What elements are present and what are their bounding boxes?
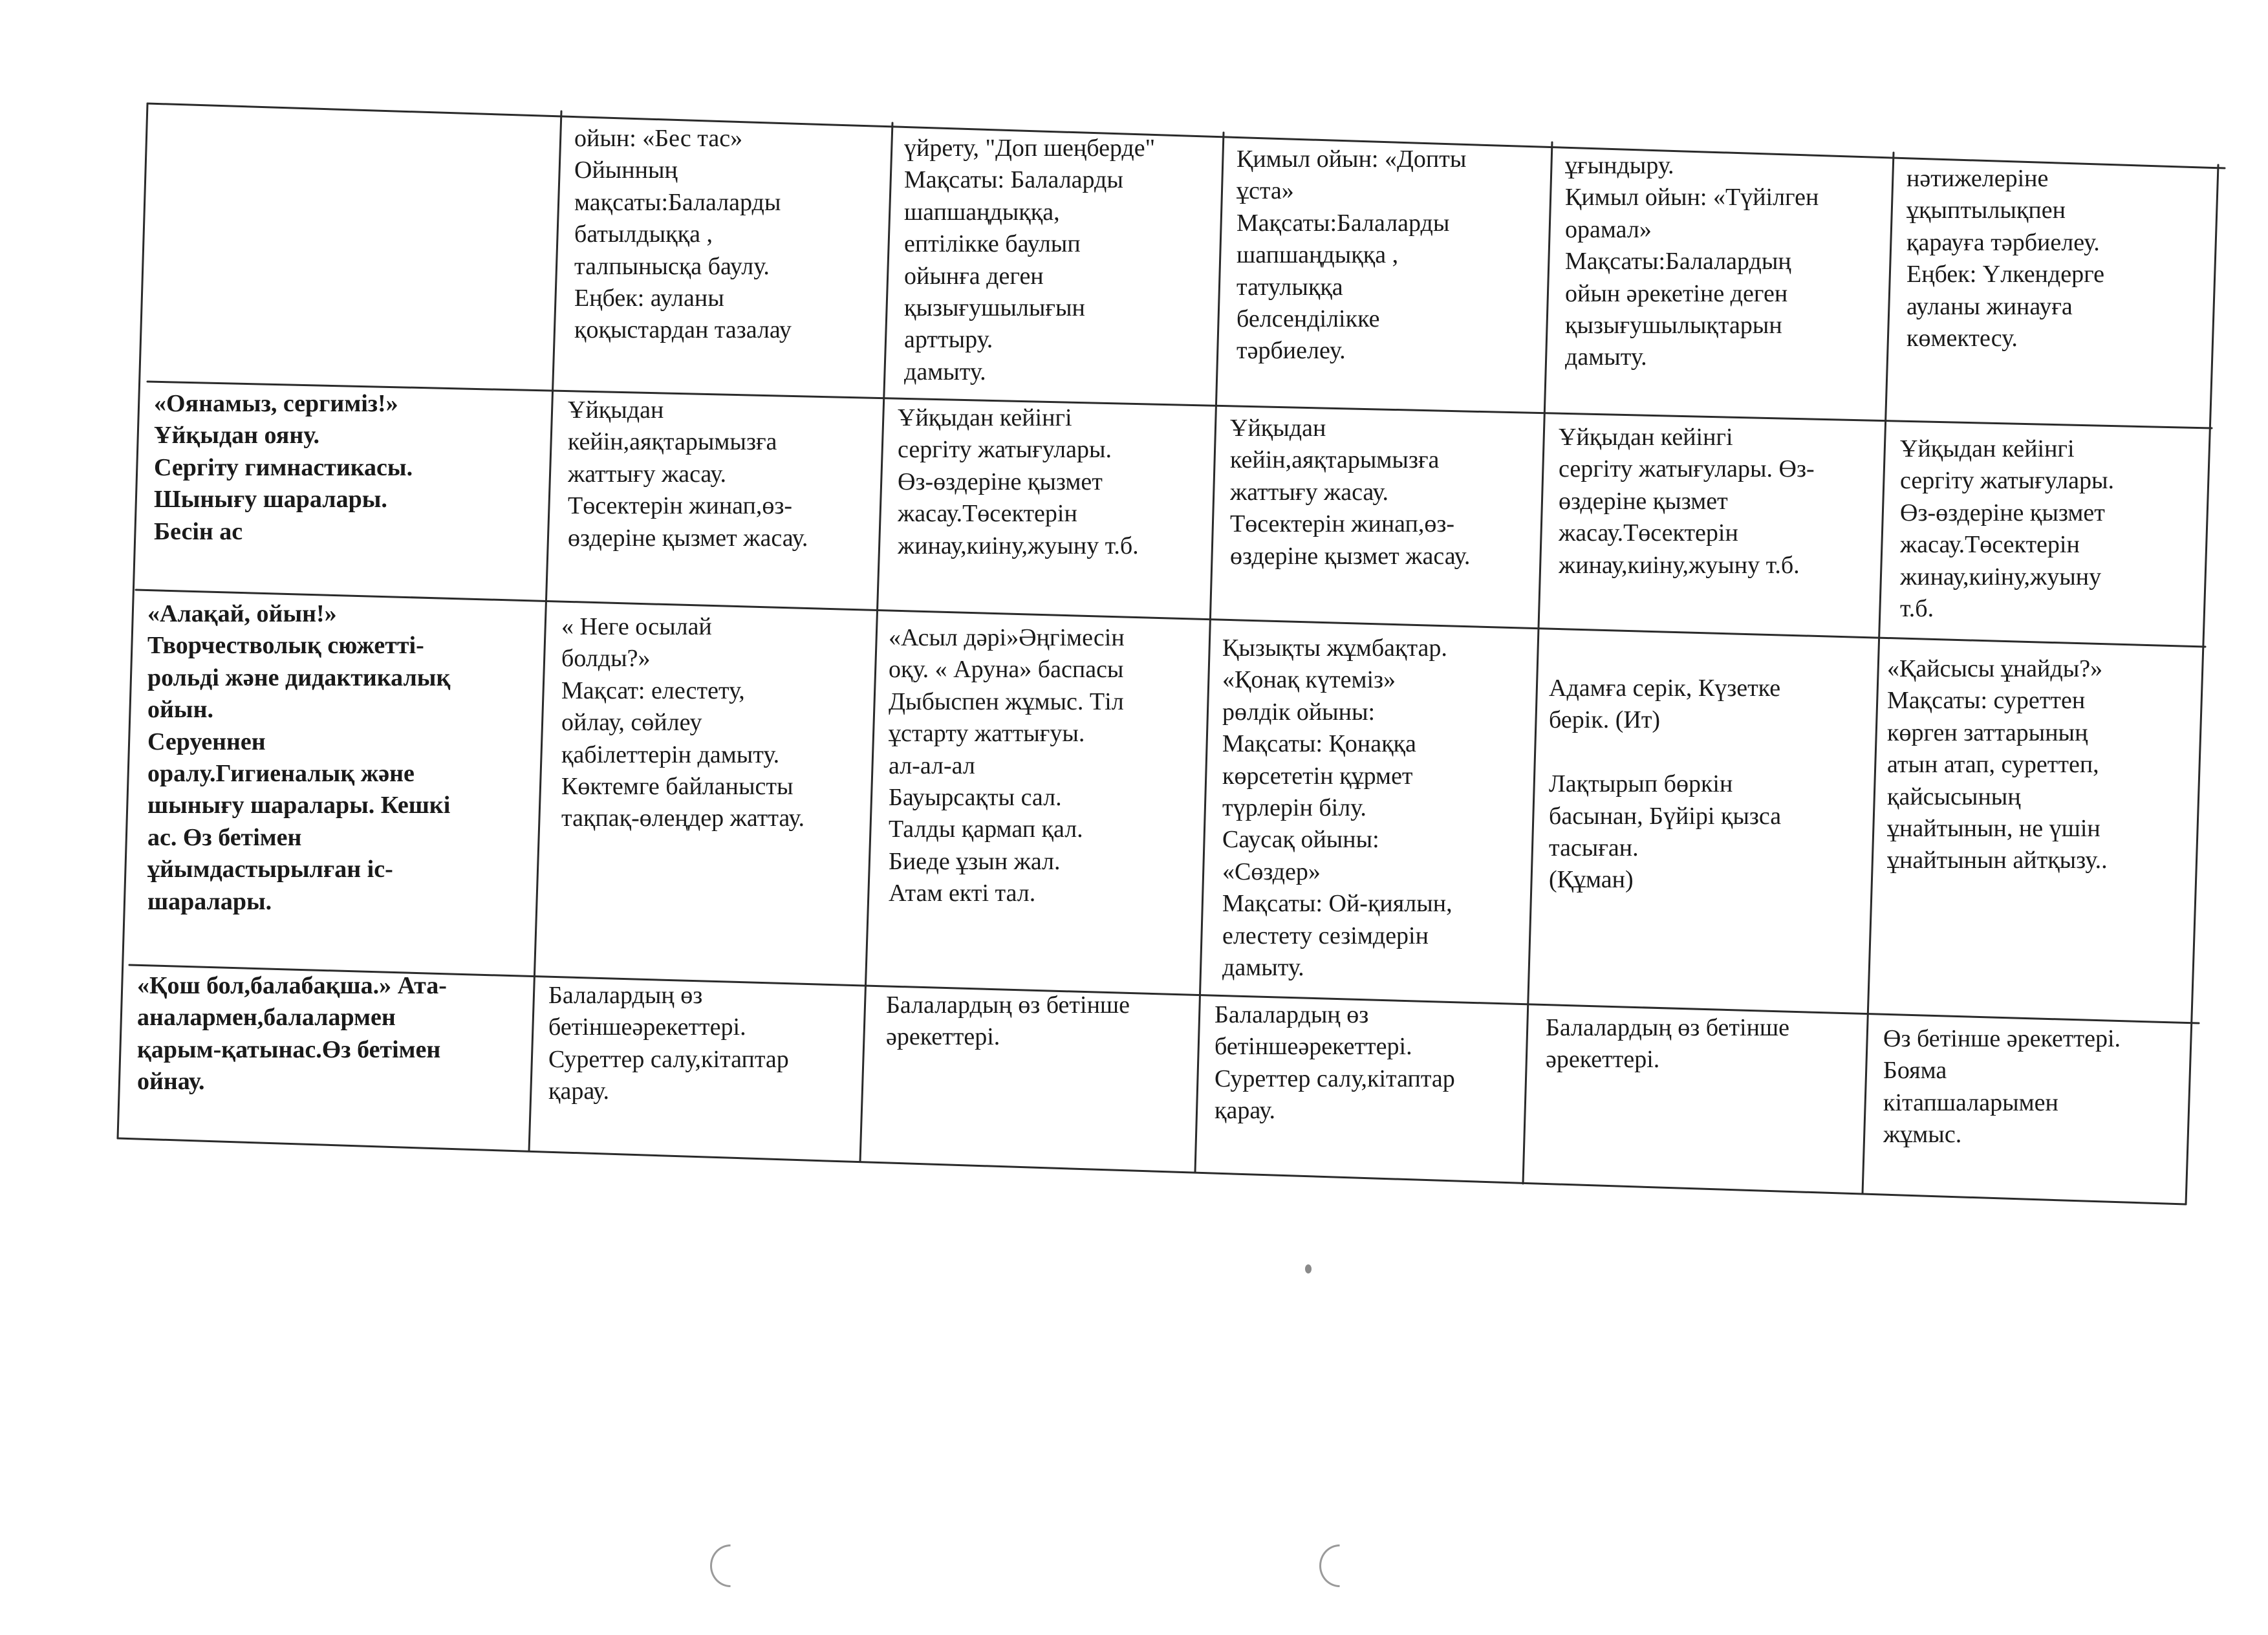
row-4-cell-5: Өз бетінше әрекеттері. Бояма кітапшаларымен жұмыс.: [1883, 1025, 2121, 1149]
dust-speck: [1305, 1264, 1312, 1273]
row-3-cell-3: Қызықты жұмбақтар. «Қонақ күтеміз» рөлдік ойыны: Мақсаты: Қонаққа көрсететін құрмет түрлерін білу. Саусақ ойыны: «Сөздер» Мақсаты: Ой-қиялын, елестету сезімдерін дамыту.: [1222, 634, 1453, 981]
row-4-label: «Қош бол,балабақша.» Ата- аналармен,балалармен қарым-қатынас.Өз бетімен ойнау.: [137, 972, 447, 1096]
row-4-cell-2: Балалардың өз бетінше әрекеттері.: [886, 991, 1130, 1051]
row-3-cell-5: «Қайсысы ұнайды?» Мақсаты: суреттен көрген заттарының атын атап, суреттеп, қайсысының ұнайтынын, не үшін ұнайтынын айтқызу..: [1887, 655, 2108, 874]
row-3-cell-1: « Неге осылай болды?» Мақсат: елестету, ойлау, сөйлеу қабілеттерін дамыту. Көктемге байланысты тақпақ-өлеңдер жаттау.: [561, 613, 805, 832]
row-3-cell-4: Адамға серік, Күзетке берік. (Ит) Лақтырып бөркін басынан, Бүйірі қызса тасыған. (Құман): [1549, 675, 1782, 894]
row-2-cell-2: Ұйқыдан кейінгі сергіту жатығулары. Өз-өздеріне қызмет жасау.Төсектерін жинау,киіну,жуыну т.б.: [898, 404, 1139, 559]
row-1-cell-5: нәтижелеріне ұқыптылықпен қарауға тәрбиелеу. Еңбек: Үлкендерге ауланы жинауға көмектесу.: [1906, 165, 2105, 352]
row-3-cell-2: «Асыл дәрі»Әңгімесін оқу. « Аруна» баспасы Дыбыспен жұмыс. Тіл ұстарту жаттығуы. ал-ал-ал Бауырсақты сал. Талды қармап қал. Биеде ұзын жал. Атам екті тал.: [889, 624, 1125, 907]
row-2-cell-5: Ұйқыдан кейінгі сергіту жатығулары. Өз-өздеріне қызмет жасау.Төсектерін жинау,киіну,жуыну т.б.: [1900, 435, 2114, 622]
row-2-label: «Оянамыз, сергиміз!» Ұйқыдан ояну. Сергіту гимнастикасы. Шынығу шаралары. Бесін ас: [154, 390, 413, 545]
row-3-label: «Алақай, ойын!» Творчестволық сюжетті- рольді және дидактикалық ойын. Серуеннен оралу.Гигиеналық және шынығу шаралары. Кешкі ас. Өз бетімен ұйымдастырылған іс- шаралары.: [147, 600, 451, 915]
row-4-cell-4: Балалардың өз бетінше әрекеттері.: [1546, 1014, 1790, 1074]
row-1-cell-2: үйрету, "Доп шеңберде" Мақсаты: Балаларды шапшаңдыққа, ептілікке баулып ойынға деген қызығушылығын арттыру. дамыту.: [904, 135, 1156, 385]
row-1-label: [154, 116, 542, 375]
row-1-cell-1: ойын: «Бес тас» Ойынның мақсаты:Балаларды батылдыққа , талпынысқа баулу. Еңбек: ауланы қоқыстардан тазалау: [574, 125, 792, 344]
row-2-cell-3: Ұйқыдан кейін,аяқтарымызға жаттығу жасау. Төсектерін жинап,өз- өздеріне қызмет жасау.: [1230, 415, 1471, 570]
row-1-cell-3: Қимыл ойын: «Допты ұста» Мақсаты:Балаларды шапшаңдыққа , татулыққа белсенділікке тәрбиелеу.: [1237, 146, 1467, 365]
row-4-cell-1: Балалардың өз бетіншеәрекеттері. Суреттер салу,кітаптар қарау.: [548, 982, 789, 1105]
row-1-cell-4: ұғындыру. Қимыл ойын: «Түйілген орамал» Мақсаты:Балалардың ойын әрекетіне деген қызығушылықтарын дамыту.: [1565, 152, 1819, 371]
row-2-cell-1: Ұйқыдан кейін,аяқтарымызға жаттығу жасау. Төсектерін жинап,өз- өздеріне қызмет жасау.: [568, 396, 808, 552]
row-2-cell-4: Ұйқыдан кейінгі сергіту жатығулары. Өз- өздеріне қызмет жасау.Төсектерін жинау,киіну,жуыну т.б.: [1559, 424, 1815, 579]
row-4-cell-3: Балалардың өз бетіншеәрекеттері. Суреттер салу,кітаптар қарау.: [1215, 1001, 1455, 1125]
